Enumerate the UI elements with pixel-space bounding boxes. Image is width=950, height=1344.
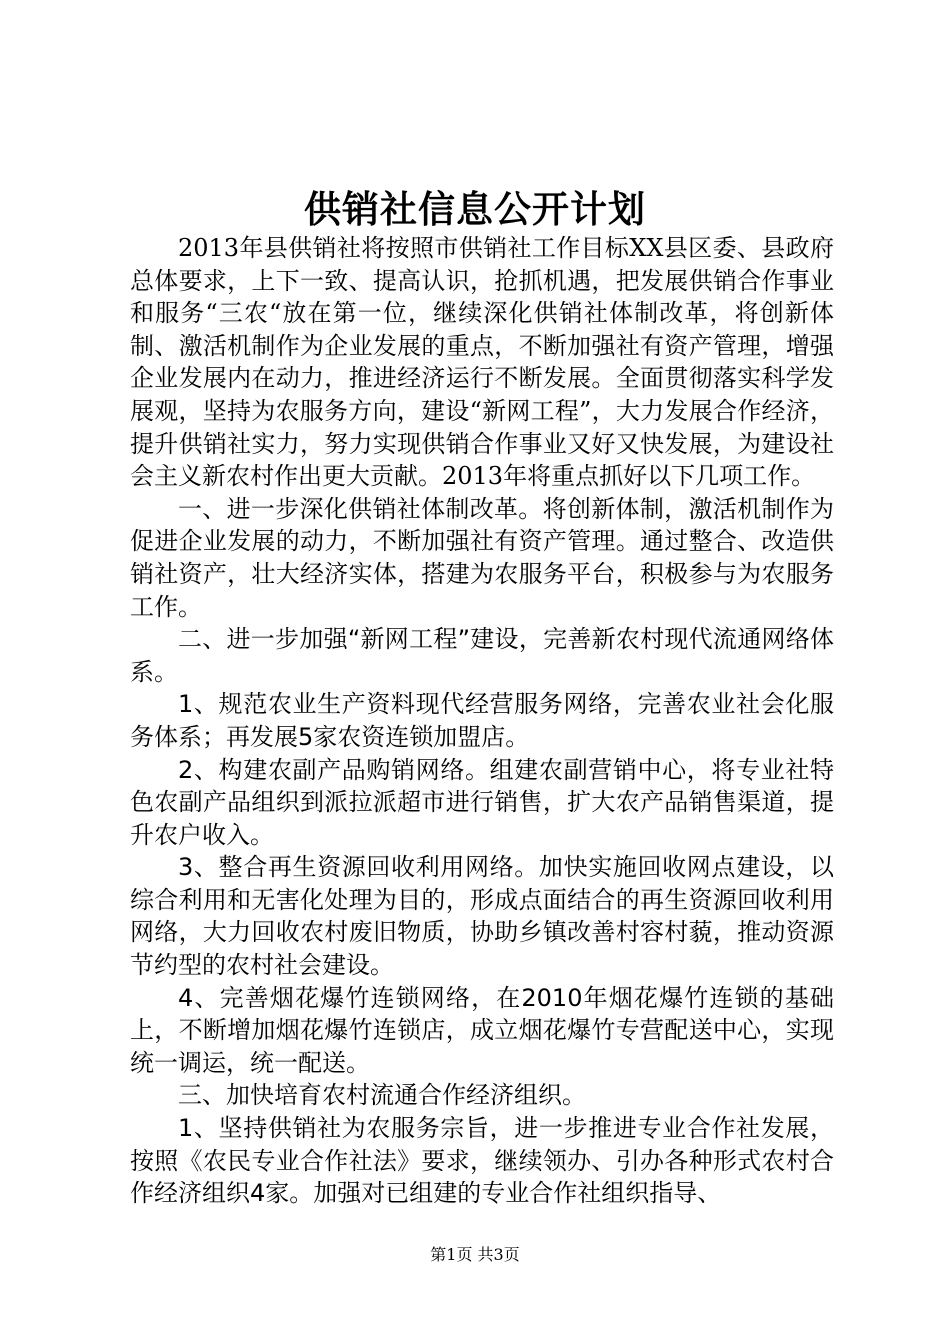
item-3-text: 加快实施回收网点建设，以综合利用和无害化处理为目的，形成点面结合的再生资源回收利用网络，大力回收农村废旧物质，协助乡镇改善村容村藐，推动资源节约型的农村社会建设。: [130, 853, 834, 980]
section-3-item-1-text: 加强对已组建的专业合作社组织指导、: [313, 1179, 722, 1208]
document-title: 供销社信息公开计划: [304, 187, 646, 231]
item-2-text: 组建农副营销中心，将专业社特色农副产品组织到派拉派超市进行销售，扩大农产品销售渠道，提升农户收入。: [130, 755, 834, 849]
section-1-text: 将创新体制，激活机制作为促进企业发展的动力，不断加强社有资产管理。通过整合、改造供销社资产，壮大经济实体，搭建为农服务平台，积极参与为农服务工作。: [130, 494, 835, 621]
document-body: [130, 232, 834, 1210]
paragraph-section-3: 三、加快培育农村流通合作经济组织。: [178, 1081, 586, 1110]
page-footer: 第1页 共3页: [430, 1245, 520, 1264]
paragraph-item-2: [130, 754, 834, 852]
paragraph-section-2: 二、进一步加强“新网工程”建设，完善新农村现代流通网络体系。: [130, 625, 834, 686]
paragraph-item-3: [130, 851, 834, 981]
paragraph-section-3-item-1: [130, 1112, 834, 1210]
item-2-heading: 2、构建农副产品购销网络。: [178, 755, 490, 784]
paragraph-intro: 2013年县供销社将按照市供销社工作目标XX县区委、县政府总体要求，上下一致、提高认识，抢抓机遇，把发展供销合作事业和服务“三农“放在第一位，继续深化供销社体制改革，将创新体制、激活机制作为企业发展的重点，不断加强社有资产管理，增强企业发展内在动力，推进经济运行不断发展。全面贯彻落实科学发展观，坚持为农服务方向，建设“新网工程”，大力发展合作经济，提升供销社实力，努力实现供销合作事业又好又快发展，为建设社会主义新农村作出更大贡献。2013年将重点抓好以下几项工作。: [130, 234, 834, 491]
paragraph-item-4: 4、完善烟花爆竹连锁网络，在2010年烟花爆竹连锁的基础上，不断增加烟花爆竹连锁店，成立烟花爆竹专营配送中心，实现统一调运，统一配送。: [130, 983, 834, 1077]
section-1-heading: 一、进一步深化供销社体制改革。: [178, 494, 543, 523]
section-3-item-1-heading: 1、坚持供销社为农服务宗旨，进一步推进专业合作社发展，按照《农民专业合作社法》要求，继续领办、引办各种形式农村合作经济组织4家。: [130, 1114, 834, 1208]
item-3-heading: 3、整合再生资源回收利用网络。: [178, 853, 539, 882]
paragraph-item-1: 1、规范农业生产资料现代经营服务网络，完善农业社会化服务体系；再发展5家农资连锁加盟店。: [130, 690, 834, 751]
paragraph-section-1: [130, 493, 834, 623]
